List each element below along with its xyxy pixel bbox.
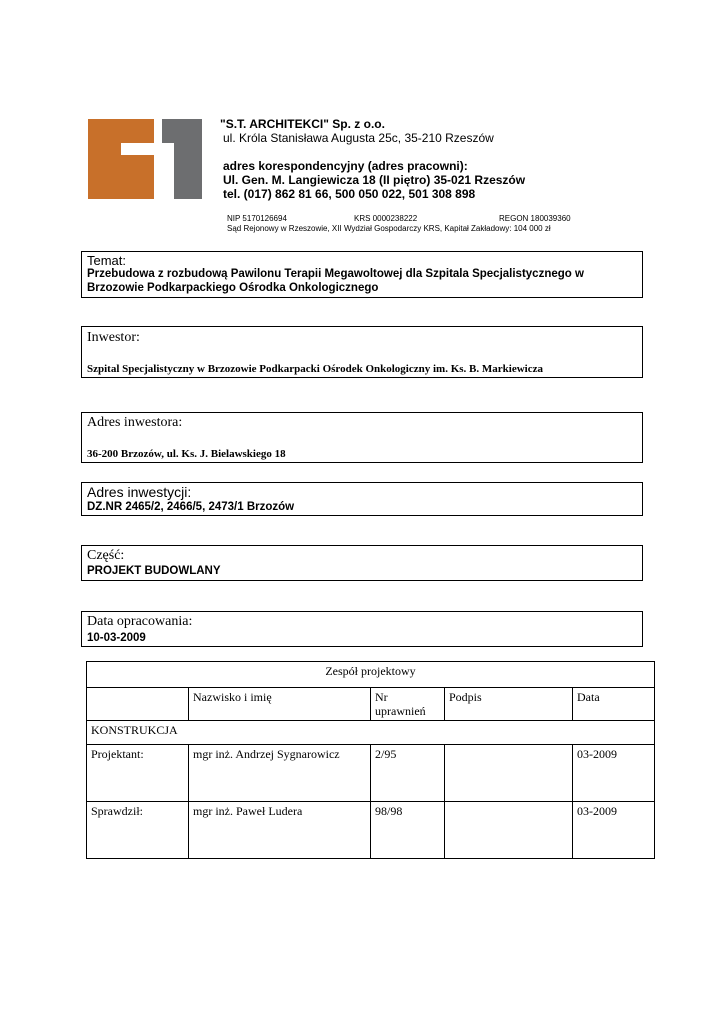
company-nip: NIP 5170126694 [227,214,287,223]
adres-inwestora-value: 36-200 Brzozów, ul. Ks. J. Bielawskiego 18 [87,448,286,460]
row-signature [445,745,573,802]
header-nr: Nr uprawnień [371,688,445,721]
adres-inwestycji-label: Adres inwestycji: [87,484,192,500]
header-signature: Podpis [445,688,573,721]
row-nr: 2/95 [371,745,445,802]
row-date: 03-2009 [573,745,655,802]
row-signature [445,802,573,859]
row-role: Sprawdził: [87,802,189,859]
row-name: mgr inż. Andrzej Sygnarowicz [189,745,371,802]
adres-inwestycji-value: DZ.NR 2465/2, 2466/5, 2473/1 Brzozów [87,501,295,513]
header-empty [87,688,189,721]
correspondence-label: adres korespondencyjny (adres pracowni): [223,159,468,173]
inwestor-label: Inwestor: [87,330,140,345]
row-nr: 98/98 [371,802,445,859]
header-name: Nazwisko i imię [189,688,371,721]
company-court: Sąd Rejonowy w Rzeszowie, XII Wydział Gospodarczy KRS, Kapitał Zakładowy: 104 000 zł [227,224,551,233]
company-krs: KRS 0000238222 [354,214,418,223]
correspondence-address: Ul. Gen. M. Langiewicza 18 (II piętro) 35-021 Rzeszów [223,173,526,187]
data-label: Data opracowania: [87,614,193,629]
adres-inwestora-label: Adres inwestora: [87,415,183,430]
czesc-box [81,545,643,581]
row-date: 03-2009 [573,802,655,859]
czesc-label: Część: [87,548,125,563]
temat-box [81,251,643,298]
row-role: Projektant: [87,745,189,802]
company-regon: REGON 180039360 [499,214,571,223]
inwestor-value: Szpital Specjalistyczny w Brzozowie Podkarpacki Ośrodek Onkologiczny im. Ks. B. Markiewicza [87,363,543,375]
inwestor-box [81,326,643,378]
header-date: Data [573,688,655,721]
company-logo [88,119,202,199]
table-row [87,745,655,802]
company-phone: tel. (017) 862 81 66, 500 050 022, 501 308 898 [223,187,476,201]
temat-label: Temat: [87,253,127,268]
temat-value-line1: Przebudowa z rozbudową Pawilonu Terapii Megawoltowej dla Szpitala Specjalistycznego w [87,268,584,280]
adres-inwestora-box [81,412,643,463]
data-value: 10-03-2009 [87,632,146,644]
section-konstrukcja: KONSTRUKCJA [87,721,655,745]
adres-inwestycji-box [81,482,643,516]
row-name: mgr inż. Paweł Ludera [189,802,371,859]
data-box [81,611,643,647]
czesc-value: PROJEKT BUDOWLANY [87,565,221,577]
table-row [87,802,655,859]
team-table [86,661,655,859]
temat-value-line2: Brzozowie Podkarpackiego Ośrodka Onkologicznego [87,282,379,294]
team-title: Zespół projektowy [87,662,655,688]
company-name: "S.T. ARCHITEKCI" Sp. z o.o. [220,117,385,131]
company-address: ul. Króla Stanisława Augusta 25c, 35-210 Rzeszów [223,131,494,145]
